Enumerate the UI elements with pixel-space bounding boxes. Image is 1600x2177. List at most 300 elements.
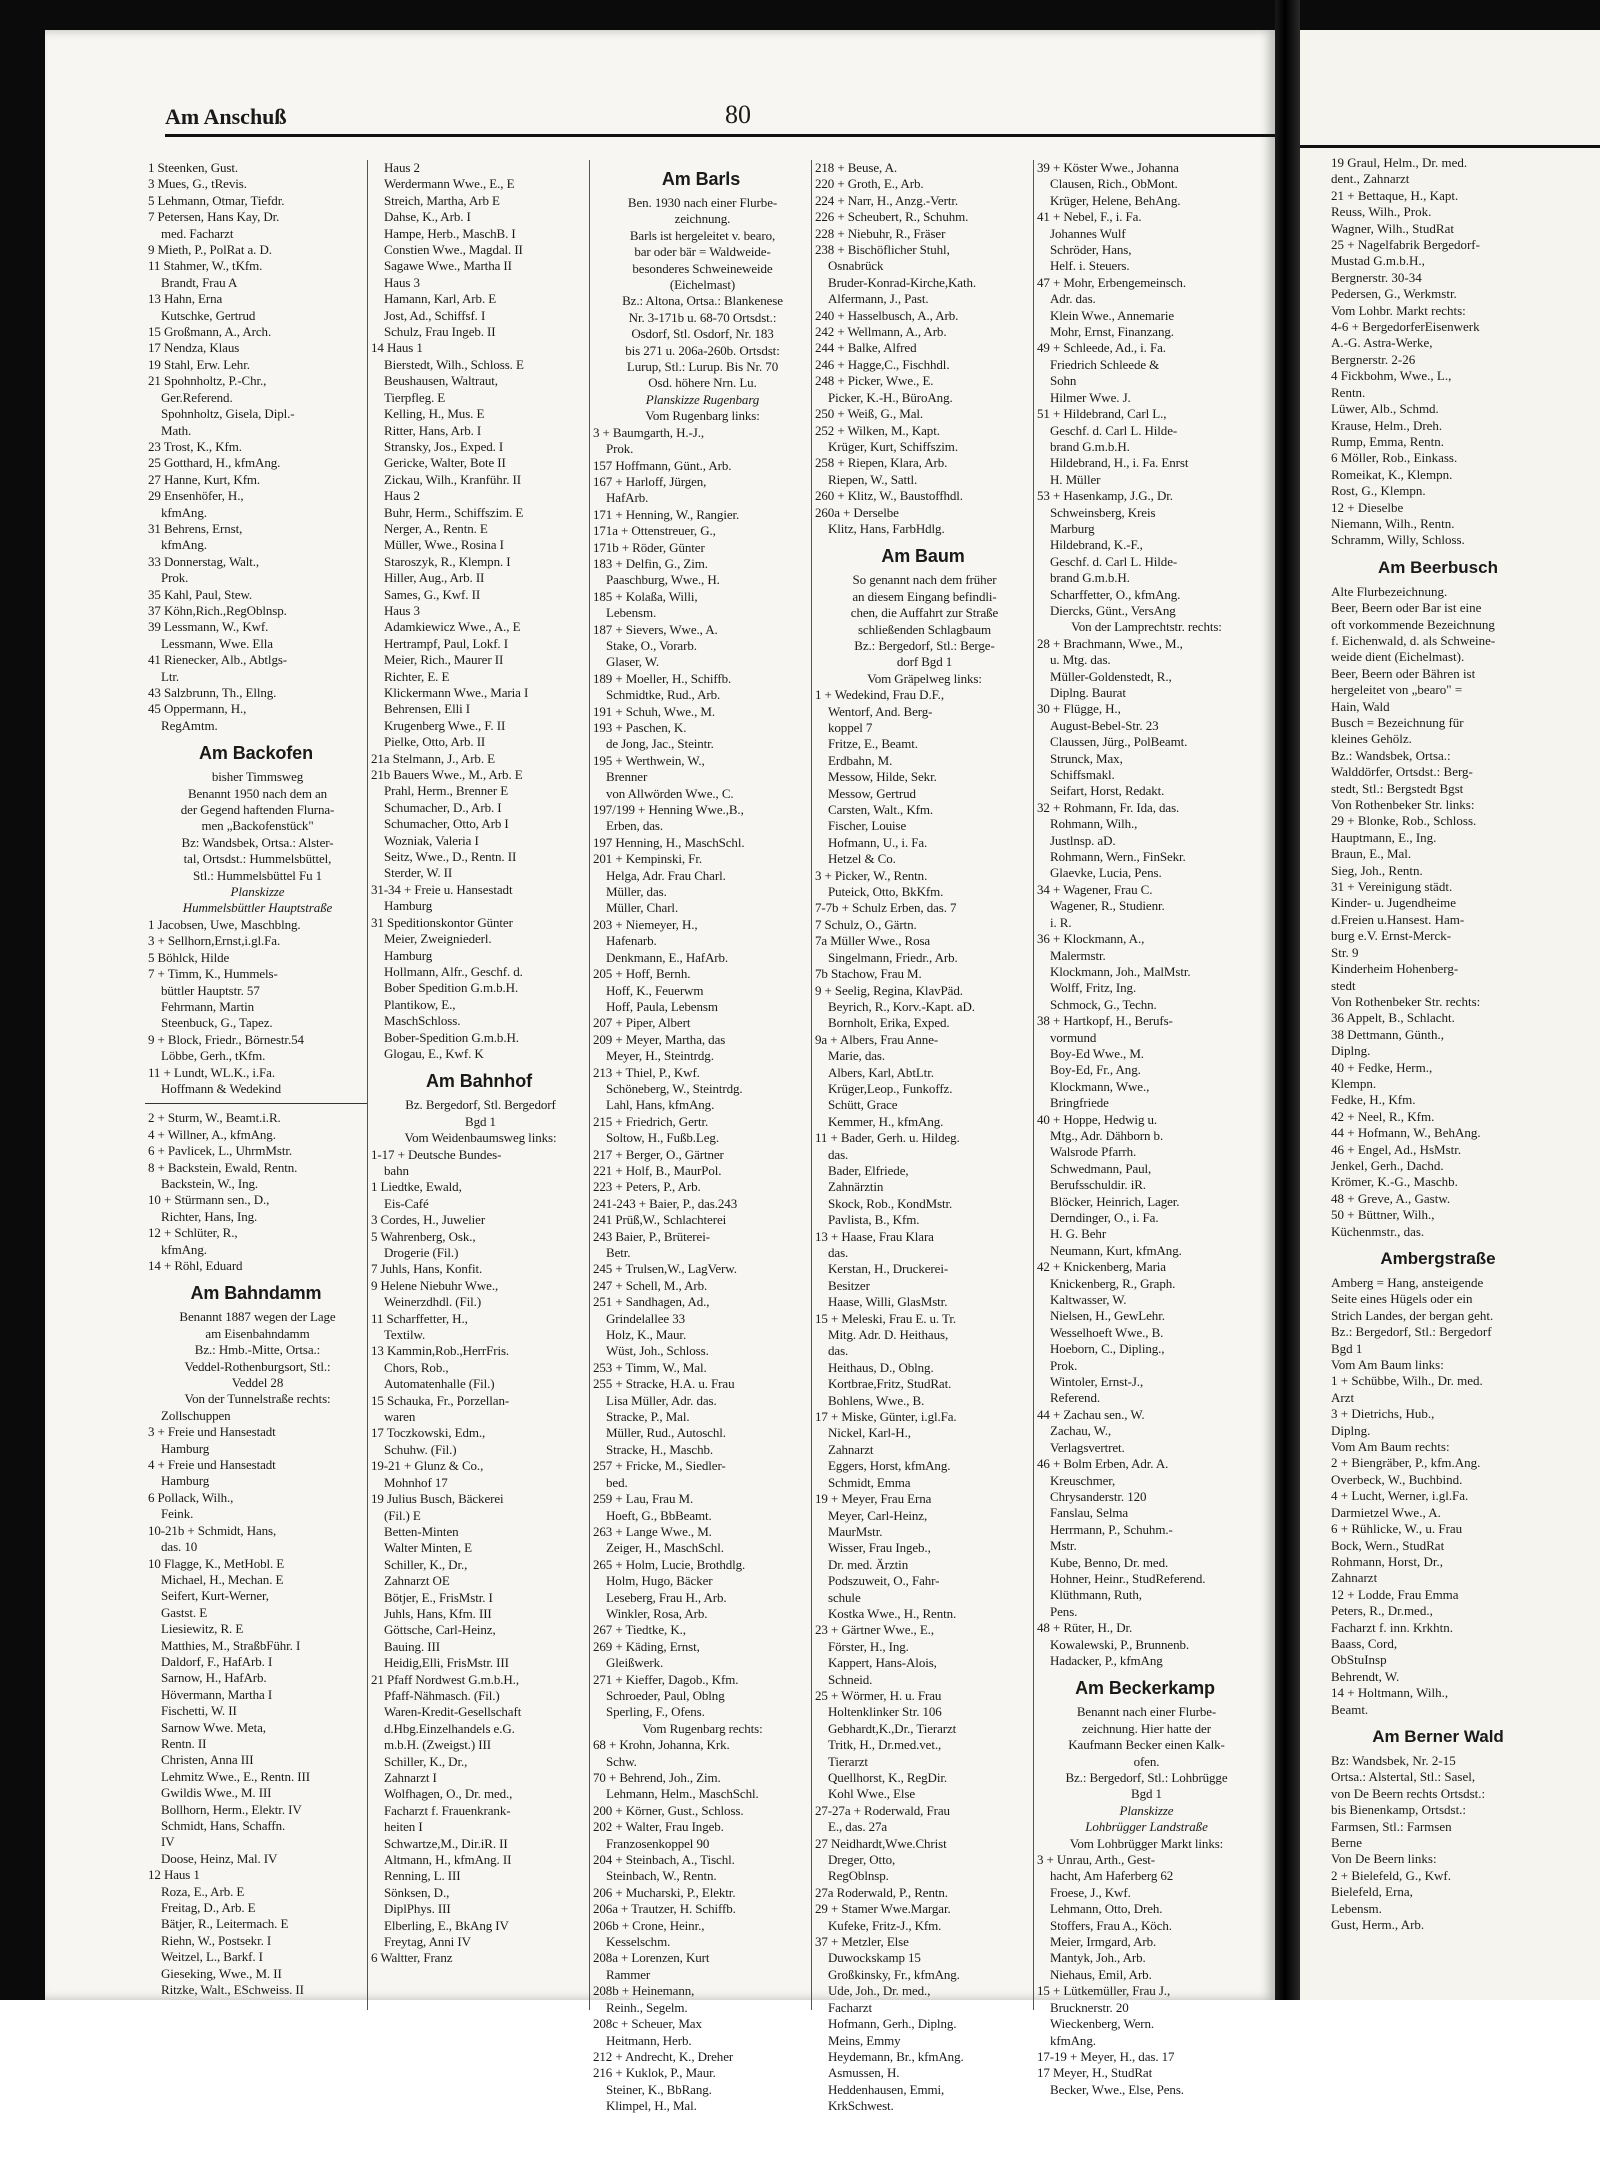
resident-entry: Lessmann, Wwe. Ella [161, 635, 273, 651]
directory-column-1 [145, 160, 367, 2010]
house-entry: 9 + Block, Friedr., Börnestr.54 [148, 1031, 304, 1047]
resident-entry: Gieseking, Wwe., M. II [161, 1965, 282, 1981]
plan-sketch-note: Planskizze [230, 884, 285, 900]
house-entry: 5 Böhlck, Hilde [148, 949, 230, 965]
house-entry: 17 Nendza, Klaus [148, 340, 240, 356]
house-entry: 10 Flagge, K., MetHobl. E [148, 1555, 285, 1571]
resident-entry: Prahl, Herm., Brenner E [384, 783, 509, 799]
resident-entry: Krause, Helm., Dreh. [1331, 417, 1443, 433]
house-entry: 23 + Gärtner Wwe., E., [815, 1622, 934, 1638]
directory-page-left [45, 30, 1275, 2114]
house-entry: 5 Wahrenberg, Osk., [371, 1228, 476, 1244]
resident-entry: Pens. [1050, 1603, 1078, 1619]
resident-entry: Referend. [1050, 1390, 1100, 1406]
resident-entry: Kappert, Hans-Alois, [828, 1655, 937, 1671]
resident-entry: Herrmann, P., Schuhm.- [1050, 1521, 1173, 1537]
resident-entry: Weitzel, L., Barkf. I [161, 1949, 263, 1965]
house-entry: 38 Dettmann, Günth., [1331, 1026, 1445, 1042]
house-entry: 10-21b + Schmidt, Hans, [148, 1522, 277, 1538]
house-entry: 28 + Brachmann, Wwe., M., [1037, 635, 1183, 651]
resident-entry: Schneid. [828, 1671, 873, 1687]
house-entry: 19 + Meyer, Frau Erna [815, 1491, 932, 1507]
street-note: Walddörfer, Ortsdst.: Berg- [1331, 764, 1473, 780]
resident-entry: Klockmann, Wwe., [1050, 1078, 1150, 1094]
house-entry: 43 Salzbrunn, Th., Ellng. [148, 685, 277, 700]
house-entry: 51 + Hildebrand, Carl L., [1037, 406, 1167, 422]
resident-entry: kfmAng. [161, 537, 207, 553]
resident-entry: Lehmitz Wwe., E., Rentn. III [161, 1768, 310, 1784]
house-entry: 15 Schauka, Fr., Porzellan- [371, 1392, 510, 1408]
resident-entry: Haus 2 [384, 488, 420, 504]
resident-entry: Hollmann, Alfr., Geschf. d. [384, 963, 523, 979]
house-entry: 241 Prüß,W., Schlachterei [593, 1212, 727, 1228]
resident-entry: Kinderheim Hohenberg- [1331, 961, 1459, 977]
resident-entry: Mohr, Ernst, Finanzang. [1050, 324, 1174, 340]
resident-entry: Bornholt, Erika, Exped. [828, 1015, 950, 1031]
resident-entry: Reuss, Wilh., Prok. [1331, 204, 1432, 220]
house-entry: 19-21 + Glunz & Co., [371, 1458, 484, 1474]
street-note: zeichnung. Hier hatte der [1082, 1720, 1211, 1736]
house-entry: 7 Juhls, Hans, Konfit. [371, 1261, 483, 1277]
resident-entry: Claussen, Jürg., PolBeamt. [1050, 734, 1188, 750]
street-note: Osd. höhere Nrn. Lu. [648, 375, 757, 391]
resident-entry: Rost, G., Klempn. [1331, 483, 1426, 499]
resident-entry: Prok. [161, 570, 189, 586]
street-note: Bz.: Bergedorf, Stl.: Bergedorf [1331, 1324, 1492, 1340]
resident-entry: Hauptmann, E., Ing. [1331, 829, 1437, 845]
street-heading: Am Berner Wald [1372, 1726, 1504, 1746]
resident-entry: Kaltwasser, W. [1050, 1292, 1127, 1308]
resident-entry: Klein Wwe., Annemarie [1050, 307, 1175, 323]
resident-entry: Bielefeld, Erna, [1331, 1884, 1413, 1900]
resident-entry: Schwedmann, Paul, [1050, 1160, 1152, 1176]
resident-entry: Steinbach, W., Rentn. [606, 1868, 717, 1884]
house-entry: 1 Liedtke, Ewald, [371, 1179, 462, 1195]
house-entry: 49 + Schleede, Ad., i. Fa. [1037, 340, 1166, 356]
house-entry: 11 + Bader, Gerh. u. Hildeg. [815, 1130, 960, 1146]
house-entry: 241-243 + Baier, P., das.243 [593, 1195, 738, 1211]
plan-sketch-note: Hummelsbüttler Hauptstraße [182, 900, 333, 916]
resident-entry: Fritze, E., Beamt. [828, 736, 918, 752]
house-entry: 9 Helene Niebuhr Wwe., [371, 1277, 499, 1293]
house-entry: 29 Ensenhöfer, H., [148, 488, 244, 504]
street-note: Bz.: Altona, Ortsa.: Blankenese [622, 293, 783, 309]
house-entry: 2 + Sturm, W., Beamt.i.R. [148, 1110, 281, 1126]
house-entry: 8 + Backstein, Ewald, Rentn. [148, 1159, 298, 1175]
house-entry: 1-17 + Deutsche Bundes- [371, 1146, 502, 1162]
resident-entry: Diercks, Günt., VersAng [1050, 602, 1176, 618]
resident-entry: stedt [1331, 977, 1356, 993]
resident-entry: Krömer, K.-G., Maschb. [1331, 1174, 1458, 1190]
house-entry: 260 + Klitz, W., Baustoffhdl. [815, 488, 963, 504]
house-entry: 252 + Wilken, M., Kapt. [815, 422, 940, 438]
resident-entry: Osnabrück [828, 258, 884, 274]
house-entry: 226 + Scheubert, R., Schuhm. [815, 209, 969, 225]
resident-entry: kfmAng. [161, 504, 207, 520]
house-entry: 21 Spohnholtz, P.-Chr., [148, 373, 267, 389]
resident-entry: Prok. [606, 441, 634, 457]
house-entry: 14 Haus 1 [371, 340, 423, 356]
resident-entry: Rammer [606, 1966, 651, 1982]
resident-entry: Meyer, Carl-Heinz, [828, 1507, 928, 1523]
resident-entry: Heitmann, Herb. [606, 2032, 692, 2048]
house-entry: 4-6 + BergedorferEisenwerk [1331, 319, 1480, 335]
resident-entry: Mantyk, Joh., Arb. [1050, 1950, 1146, 1966]
directory-column-3 [589, 160, 812, 2114]
street-note: Beer, Beern oder Bar ist eine [1331, 600, 1482, 616]
house-entry: 38 + Hartkopf, H., Berufs- [1037, 1013, 1173, 1029]
resident-entry: Seifert, Kurt-Werner, [161, 1588, 269, 1604]
house-entry: 46 + Engel, Ad., HsMstr. [1331, 1141, 1462, 1157]
house-entry: 42 + Knickenberg, Maria [1037, 1259, 1166, 1275]
resident-entry: Tierpfleg. E [384, 389, 446, 405]
resident-entry: Eggers, Horst, kfmAng. [828, 1458, 951, 1474]
resident-entry: Schramm, Willy, Schloss. [1331, 532, 1465, 548]
house-entry: 29 + Blonke, Rob., Schloss. [1331, 813, 1477, 829]
resident-entry: Albers, Karl, AbtLtr. [828, 1064, 934, 1080]
house-entry: 6 + Rühlicke, W., u. Frau [1331, 1521, 1463, 1537]
resident-entry: Sönksen, D., [384, 1884, 450, 1900]
resident-entry: Bock, Wern., StudRat [1331, 1537, 1445, 1553]
resident-entry: Lebensm. [606, 605, 657, 621]
resident-entry: Skock, Rob., KondMstr. [828, 1195, 953, 1211]
resident-entry: Beushausen, Waltraut, [384, 373, 498, 389]
resident-entry: Knickenberg, R., Graph. [1050, 1275, 1176, 1291]
street-note: Vom Am Baum rechts: [1331, 1439, 1450, 1455]
house-entry: 27 Hanne, Kurt, Kfm. [148, 471, 261, 487]
street-note: bisher Timmsweg [211, 769, 304, 785]
resident-entry: Froese, J., Kwf. [1050, 1884, 1131, 1900]
resident-entry: KrkSchwest. [828, 2098, 894, 2114]
resident-entry: Streich, Martha, Arb E [384, 192, 500, 208]
resident-entry: Glaevke, Lucia, Pens. [1050, 865, 1162, 881]
street-note: Bz.: Wandsbek, Ortsa.: [1331, 747, 1451, 763]
street-note: Benannt 1950 nach dem an [187, 785, 328, 801]
house-entry: 2 + Bielefeld, G., Kwf. [1331, 1867, 1451, 1883]
page-header [165, 92, 1305, 136]
house-entry: 221 + Holf, B., MaurPol. [593, 1162, 722, 1178]
house-entry: 25 + Nagelfabrik Bergedorf- [1331, 237, 1480, 253]
resident-entry: Tritk, H., Dr.med.vet., [828, 1737, 942, 1753]
street-note: der Gegend haftenden Flurna- [180, 802, 335, 818]
house-entry: 171a + Ottenstreuer, G., [593, 523, 716, 539]
resident-entry: Lehmann, Helm., MaschSchl. [606, 1786, 759, 1802]
street-note: am Eisenbahndamm [205, 1325, 310, 1341]
resident-entry: Pavlista, B., Kfm. [828, 1212, 920, 1228]
street-note: Barls ist hergeleitet v. bearo, [629, 227, 776, 243]
house-entry: 271 + Kieffer, Dagob., Kfm. [593, 1671, 739, 1687]
house-entry: 50 + Büttner, Wilh., [1331, 1207, 1435, 1223]
house-entry: 3 + Sellhorn,Ernst,i.gl.Fa. [148, 933, 281, 949]
resident-entry: Kufeke, Fritz-J., Kfm. [828, 1917, 942, 1933]
resident-entry: Haus 2 [384, 160, 420, 175]
house-entry: 204 + Steinbach, A., Tischl. [593, 1852, 735, 1868]
house-entry: 4 + Freie und Hansestadt [148, 1457, 276, 1473]
resident-entry: Stransky, Jos., Exped. I [384, 438, 504, 454]
resident-entry: Sperling, F., Ofens. [606, 1704, 705, 1720]
house-entry: 33 Donnerstag, Walt., [148, 553, 260, 569]
resident-entry: d.Freien u.Hansest. Ham- [1331, 911, 1465, 927]
street-note: Vom Rugenbarg rechts: [642, 1720, 763, 1736]
resident-entry: Hamburg [161, 1440, 210, 1456]
resident-entry: Mitg. Adr. D. Heithaus, [828, 1327, 949, 1343]
resident-entry: Verlagsvertret. [1050, 1439, 1125, 1455]
resident-entry: Geschf. d. Carl L. Hilde- [1050, 553, 1178, 569]
resident-entry: Mstr. [1050, 1538, 1077, 1554]
house-entry: 242 + Wellmann, A., Arb. [815, 324, 947, 340]
resident-entry: Math. [161, 422, 192, 438]
street-note: So genannt nach dem früher [852, 572, 997, 588]
resident-entry: Holtenklinker Str. 106 [828, 1704, 942, 1720]
street-note: Bgd 1 [465, 1113, 496, 1129]
resident-entry: Justlnsp. aD. [1050, 832, 1116, 848]
street-note: kleines Gehölz. [1331, 731, 1412, 747]
house-entry: 220 + Groth, E., Arb. [815, 176, 924, 192]
resident-entry: Bierstedt, Wilh., Schloss. E [384, 356, 524, 372]
house-entry: 7 Schulz, O., Gärtn. [815, 916, 917, 932]
resident-entry: Hoff, K., Feuerwm [606, 982, 704, 998]
resident-entry: Hoeft, G., BbBeamt. [606, 1507, 712, 1523]
resident-entry: Arzt [1331, 1389, 1355, 1405]
street-note: Berne [1331, 1835, 1363, 1850]
resident-entry: Puteick, Otto, BkKfm. [828, 884, 944, 900]
resident-entry: Gastst. E [161, 1604, 208, 1620]
resident-entry: de Jong, Jac., Steintr. [606, 736, 714, 752]
house-entry: 167 + Harloff, Jürgen, [593, 473, 707, 489]
resident-entry: Schweinsberg, Kreis [1050, 504, 1156, 520]
resident-entry: burg e.V. Ernst-Merck- [1331, 928, 1452, 944]
resident-entry: Textilw. [384, 1327, 426, 1343]
resident-entry: Müller, das. [606, 884, 667, 900]
resident-entry: Schiller, K., Dr., [384, 1753, 468, 1769]
resident-entry: u. Mtg. das. [1050, 652, 1111, 668]
resident-entry: Wintoler, Ernst-J., [1050, 1374, 1144, 1390]
resident-entry: Matthies, M., StraßbFühr. I [161, 1637, 301, 1653]
street-note: Von der Lamprechtstr. rechts: [1071, 619, 1222, 635]
resident-entry: kfmAng. [1050, 2032, 1096, 2048]
house-entry: 206a + Trautzer, H. Schiffb. [593, 1901, 736, 1917]
resident-entry: Facharzt f. inn. Krkhtn. [1331, 1619, 1454, 1635]
resident-entry: Haus 3 [384, 274, 420, 290]
house-entry: 70 + Behrend, Joh., Zim. [593, 1770, 721, 1785]
house-entry: 1 Steenken, Gust. [148, 160, 239, 175]
resident-entry: Weinerzdhdl. (Fil.) [384, 1294, 482, 1310]
street-note: Strich Landes, der bergan geht. [1331, 1307, 1494, 1323]
resident-entry: Freytag, Anni IV [384, 1934, 471, 1950]
resident-entry: Alfermann, J., Past. [828, 291, 929, 307]
resident-entry: Hamburg [384, 898, 433, 914]
street-note: weide dient (Eichelmast). [1331, 649, 1465, 665]
house-entry: 48 + Greve, A., Gastw. [1331, 1190, 1451, 1206]
resident-entry: Fischer, Louise [828, 818, 907, 834]
directory-column-4 [811, 160, 1034, 2114]
resident-entry: heiten I [384, 1819, 423, 1835]
house-entry: 259 + Lau, Frau M. [593, 1491, 694, 1507]
resident-entry: Pfaff-Nähmasch. (Fil.) [384, 1687, 500, 1703]
resident-entry: Diplng. [1331, 1422, 1371, 1438]
house-entry: 45 Oppermann, H., [148, 701, 247, 717]
resident-entry: Bohlens, Wwe., B. [828, 1392, 925, 1408]
house-entry: 250 + Weiß, G., Mal. [815, 406, 924, 422]
header-rule-right [1300, 145, 1600, 148]
resident-entry: Behrensen, Elli I [384, 701, 471, 717]
resident-entry: H. Müller [1050, 471, 1101, 487]
house-entry: 197 Henning, H., MaschSchl. [593, 834, 745, 850]
house-entry: 31 Behrens, Ernst, [148, 520, 243, 536]
resident-entry: Helga, Adr. Frau Charl. [606, 867, 726, 883]
resident-entry: Podszuweit, O., Fahr- [828, 1573, 940, 1589]
resident-entry: Rump, Emma, Rentn. [1331, 433, 1445, 449]
resident-entry: Schmidt, Hans, Schaffn. [161, 1818, 286, 1833]
street-note: Vom Lohbr. Markt rechts: [1331, 302, 1466, 318]
resident-entry: Wesselhoeft Wwe., B. [1050, 1324, 1164, 1340]
house-entry: 7 + Timm, K., Hummels- [148, 966, 278, 982]
house-entry: 21 Pfaff Nordwest G.m.b.H., [371, 1671, 519, 1687]
resident-entry: Franzosenkoppel 90 [606, 1835, 710, 1851]
resident-entry: Michael, H., Mechan. E [161, 1571, 284, 1587]
resident-entry: MaschSchloss. [384, 1013, 461, 1029]
house-entry: 243 Baier, P., Brüterei- [593, 1228, 710, 1244]
house-entry: 208b + Heinemann, [593, 1983, 695, 1999]
resident-entry: Ritzke, Walt., ESchweiss. II [161, 1982, 304, 1998]
resident-entry: Hertrampf, Paul, Lokf. I [384, 635, 508, 651]
resident-entry: Bober-Spedition G.m.b.H. [384, 1029, 519, 1045]
house-entry: 195 + Werthwein, W., [593, 752, 705, 768]
house-entry: 215 + Friedrich, Gertr. [593, 1113, 709, 1129]
resident-entry: Bringfriede [1050, 1095, 1109, 1111]
resident-entry: Johannes Wulf [1050, 225, 1126, 241]
house-entry: 201 + Kempinski, Fr. [593, 851, 702, 867]
house-entry: 21a Stelmann, J., Arb. E [371, 750, 495, 766]
street-note: besonderes Schweineweide [632, 260, 773, 276]
house-entry: 3 + Freie und Hansestadt [148, 1424, 276, 1440]
resident-entry: Spohnholtz, Gisela, Dipl.- [161, 406, 295, 422]
street-note: Benannt nach einer Flurbe- [1076, 1704, 1217, 1720]
resident-entry: Heithaus, D., Oblng. [828, 1359, 934, 1375]
resident-entry: HafArb. [606, 490, 649, 506]
resident-entry: Werdermann Wwe., E., E [384, 176, 515, 192]
resident-entry: Helf. i. Steuers. [1050, 258, 1130, 274]
house-entry: 171b + Röder, Günter [593, 539, 705, 555]
house-entry: 13 Hahn, Erna [148, 291, 223, 307]
resident-entry: Brandt, Frau A [161, 274, 238, 290]
resident-entry: Rentn. II [161, 1735, 207, 1751]
resident-entry: Rohmann, Horst, Dr., [1331, 1553, 1443, 1569]
resident-entry: Hildebrand, H., i. Fa. Enrst [1050, 455, 1189, 471]
resident-entry: IV [161, 1834, 175, 1850]
resident-entry: Duwockskamp 15 [828, 1950, 921, 1966]
street-note: f. Eichenwald, d. als Schweine- [1331, 632, 1496, 648]
resident-entry: Glaser, W. [606, 654, 659, 670]
resident-entry: Zahnarzt [1331, 1570, 1378, 1586]
house-entry: 6 Pollack, Wilh., [148, 1489, 234, 1505]
house-entry: 12 + Dieselbe [1331, 499, 1404, 515]
house-entry: 157 Hoffmann, Günt., Arb. [593, 457, 732, 473]
header-rule [165, 134, 1305, 137]
house-entry: 206 + Mucharski, P., Elektr. [593, 1884, 736, 1900]
resident-entry: med. Facharzt [161, 225, 234, 241]
resident-entry: Romeikat, K., Klempn. [1331, 466, 1453, 482]
house-entry: 39 Lessmann, W., Kwf. [148, 619, 269, 635]
directory-column-2 [367, 160, 590, 2010]
house-entry: 37 + Metzler, Else [815, 1934, 909, 1950]
resident-entry: Berufsschuldir. iR. [1050, 1177, 1146, 1193]
resident-entry: Wentorf, And. Berg- [828, 703, 933, 719]
resident-entry: Wisser, Frau Ingeb., [828, 1540, 931, 1556]
house-entry: 25 + Wörmer, H. u. Frau [815, 1687, 942, 1703]
house-entry: 9a + Albers, Frau Anne- [815, 1031, 939, 1047]
directory-column-5 [1033, 160, 1256, 2097]
resident-entry: RegAmtm. [161, 717, 218, 733]
house-entry: 258 + Riepen, Klara, Arb. [815, 455, 948, 471]
house-entry: 257 + Fricke, M., Siedler- [593, 1458, 726, 1474]
street-note: Vom Weidenbaumsweg links: [404, 1130, 557, 1146]
house-entry: 44 + Zachau sen., W. [1037, 1406, 1145, 1422]
house-entry: 47 + Mohr, Erbengemeinsch. [1037, 274, 1186, 290]
resident-entry: schule [828, 1589, 861, 1605]
street-note: Vom Gräpelweg links: [867, 670, 982, 686]
resident-entry: Kesselschm. [606, 1934, 671, 1950]
house-entry: 245 + Trulsen,W., LagVerw. [593, 1261, 737, 1277]
street-note: Stl.: Hummelsbüttel Fu 1 [192, 867, 323, 883]
house-entry: 267 + Tiedtke, K., [593, 1622, 686, 1638]
resident-entry: Wagner, Wilh., StudRat [1331, 220, 1454, 236]
plan-sketch-note: Lohbrügger Landstraße [1085, 1819, 1208, 1835]
street-heading: Am Barls [661, 169, 741, 189]
resident-entry: das. [828, 1245, 849, 1260]
resident-entry: Fischetti, W. II [161, 1703, 237, 1719]
house-entry: 3 Mues, G., tRevis. [148, 176, 247, 192]
house-entry: 217 + Berger, O., Gärtner [593, 1146, 724, 1162]
resident-entry: Bober Spedition G.m.b.H. [384, 980, 519, 996]
resident-entry: Grindelallee 33 [606, 1310, 685, 1326]
resident-entry: Gericke, Walter, Bote II [384, 455, 506, 471]
resident-entry: Bader, Elfriede, [828, 1162, 909, 1178]
resident-entry: Wozniak, Valeria I [384, 832, 479, 848]
resident-entry: E., das. 27a [828, 1819, 888, 1835]
street-note: hergeleitet von „bearo" = [1331, 682, 1463, 698]
resident-entry: Geschf. d. Carl L. Hilde- [1050, 422, 1178, 438]
resident-entry: Zollschuppen [161, 1407, 231, 1423]
resident-entry: Nielsen, H., GewLehr. [1050, 1308, 1165, 1324]
street-note: Nr. 3-171b u. 68-70 Ortsdst.: [628, 309, 777, 325]
house-entry: 19 Stahl, Erw. Lehr. [148, 356, 250, 372]
resident-entry: Nerger, A., Rentn. E [384, 520, 488, 536]
street-heading: Am Backofen [199, 743, 313, 764]
resident-entry: kfmAng. [161, 1241, 207, 1257]
house-entry: 11 + Lundt, WL.K., i.Fa. [148, 1064, 275, 1080]
house-entry: 5 Lehmann, Otmar, Tiefdr. [148, 192, 285, 208]
resident-entry: Mustad G.m.b.H., [1331, 253, 1425, 269]
resident-entry: Zeiger, H., MaschSchl. [606, 1540, 724, 1556]
street-note: Von der Tunnelstraße rechts: [184, 1391, 331, 1407]
resident-entry: waren [384, 1409, 416, 1425]
resident-entry: bahn [384, 1162, 409, 1178]
street-note: Seite eines Hügels oder ein [1331, 1291, 1473, 1307]
resident-entry: Prok. [1050, 1357, 1078, 1373]
street-note: zeichnung. [674, 211, 731, 227]
resident-entry: Krüger, Kurt, Schiffszim. [828, 438, 958, 454]
resident-entry: Heidig,Elli, FrisMstr. III [384, 1655, 509, 1671]
house-entry: 48 + Rüter, H., Dr. [1037, 1620, 1133, 1636]
resident-entry: Klockmann, Joh., MalMstr. [1050, 963, 1191, 979]
house-entry: 1 + Wedekind, Frau D.F., [815, 687, 944, 703]
resident-entry: DiplPhys. III [384, 1901, 451, 1917]
resident-entry: Gebhardt,K.,Dr., Tierarzt [828, 1720, 957, 1736]
house-entry: 68 + Krohn, Johanna, Krk. [593, 1737, 730, 1753]
book-gutter [1275, 0, 1300, 2000]
resident-entry: hacht, Am Haferberg 62 [1050, 1868, 1174, 1884]
